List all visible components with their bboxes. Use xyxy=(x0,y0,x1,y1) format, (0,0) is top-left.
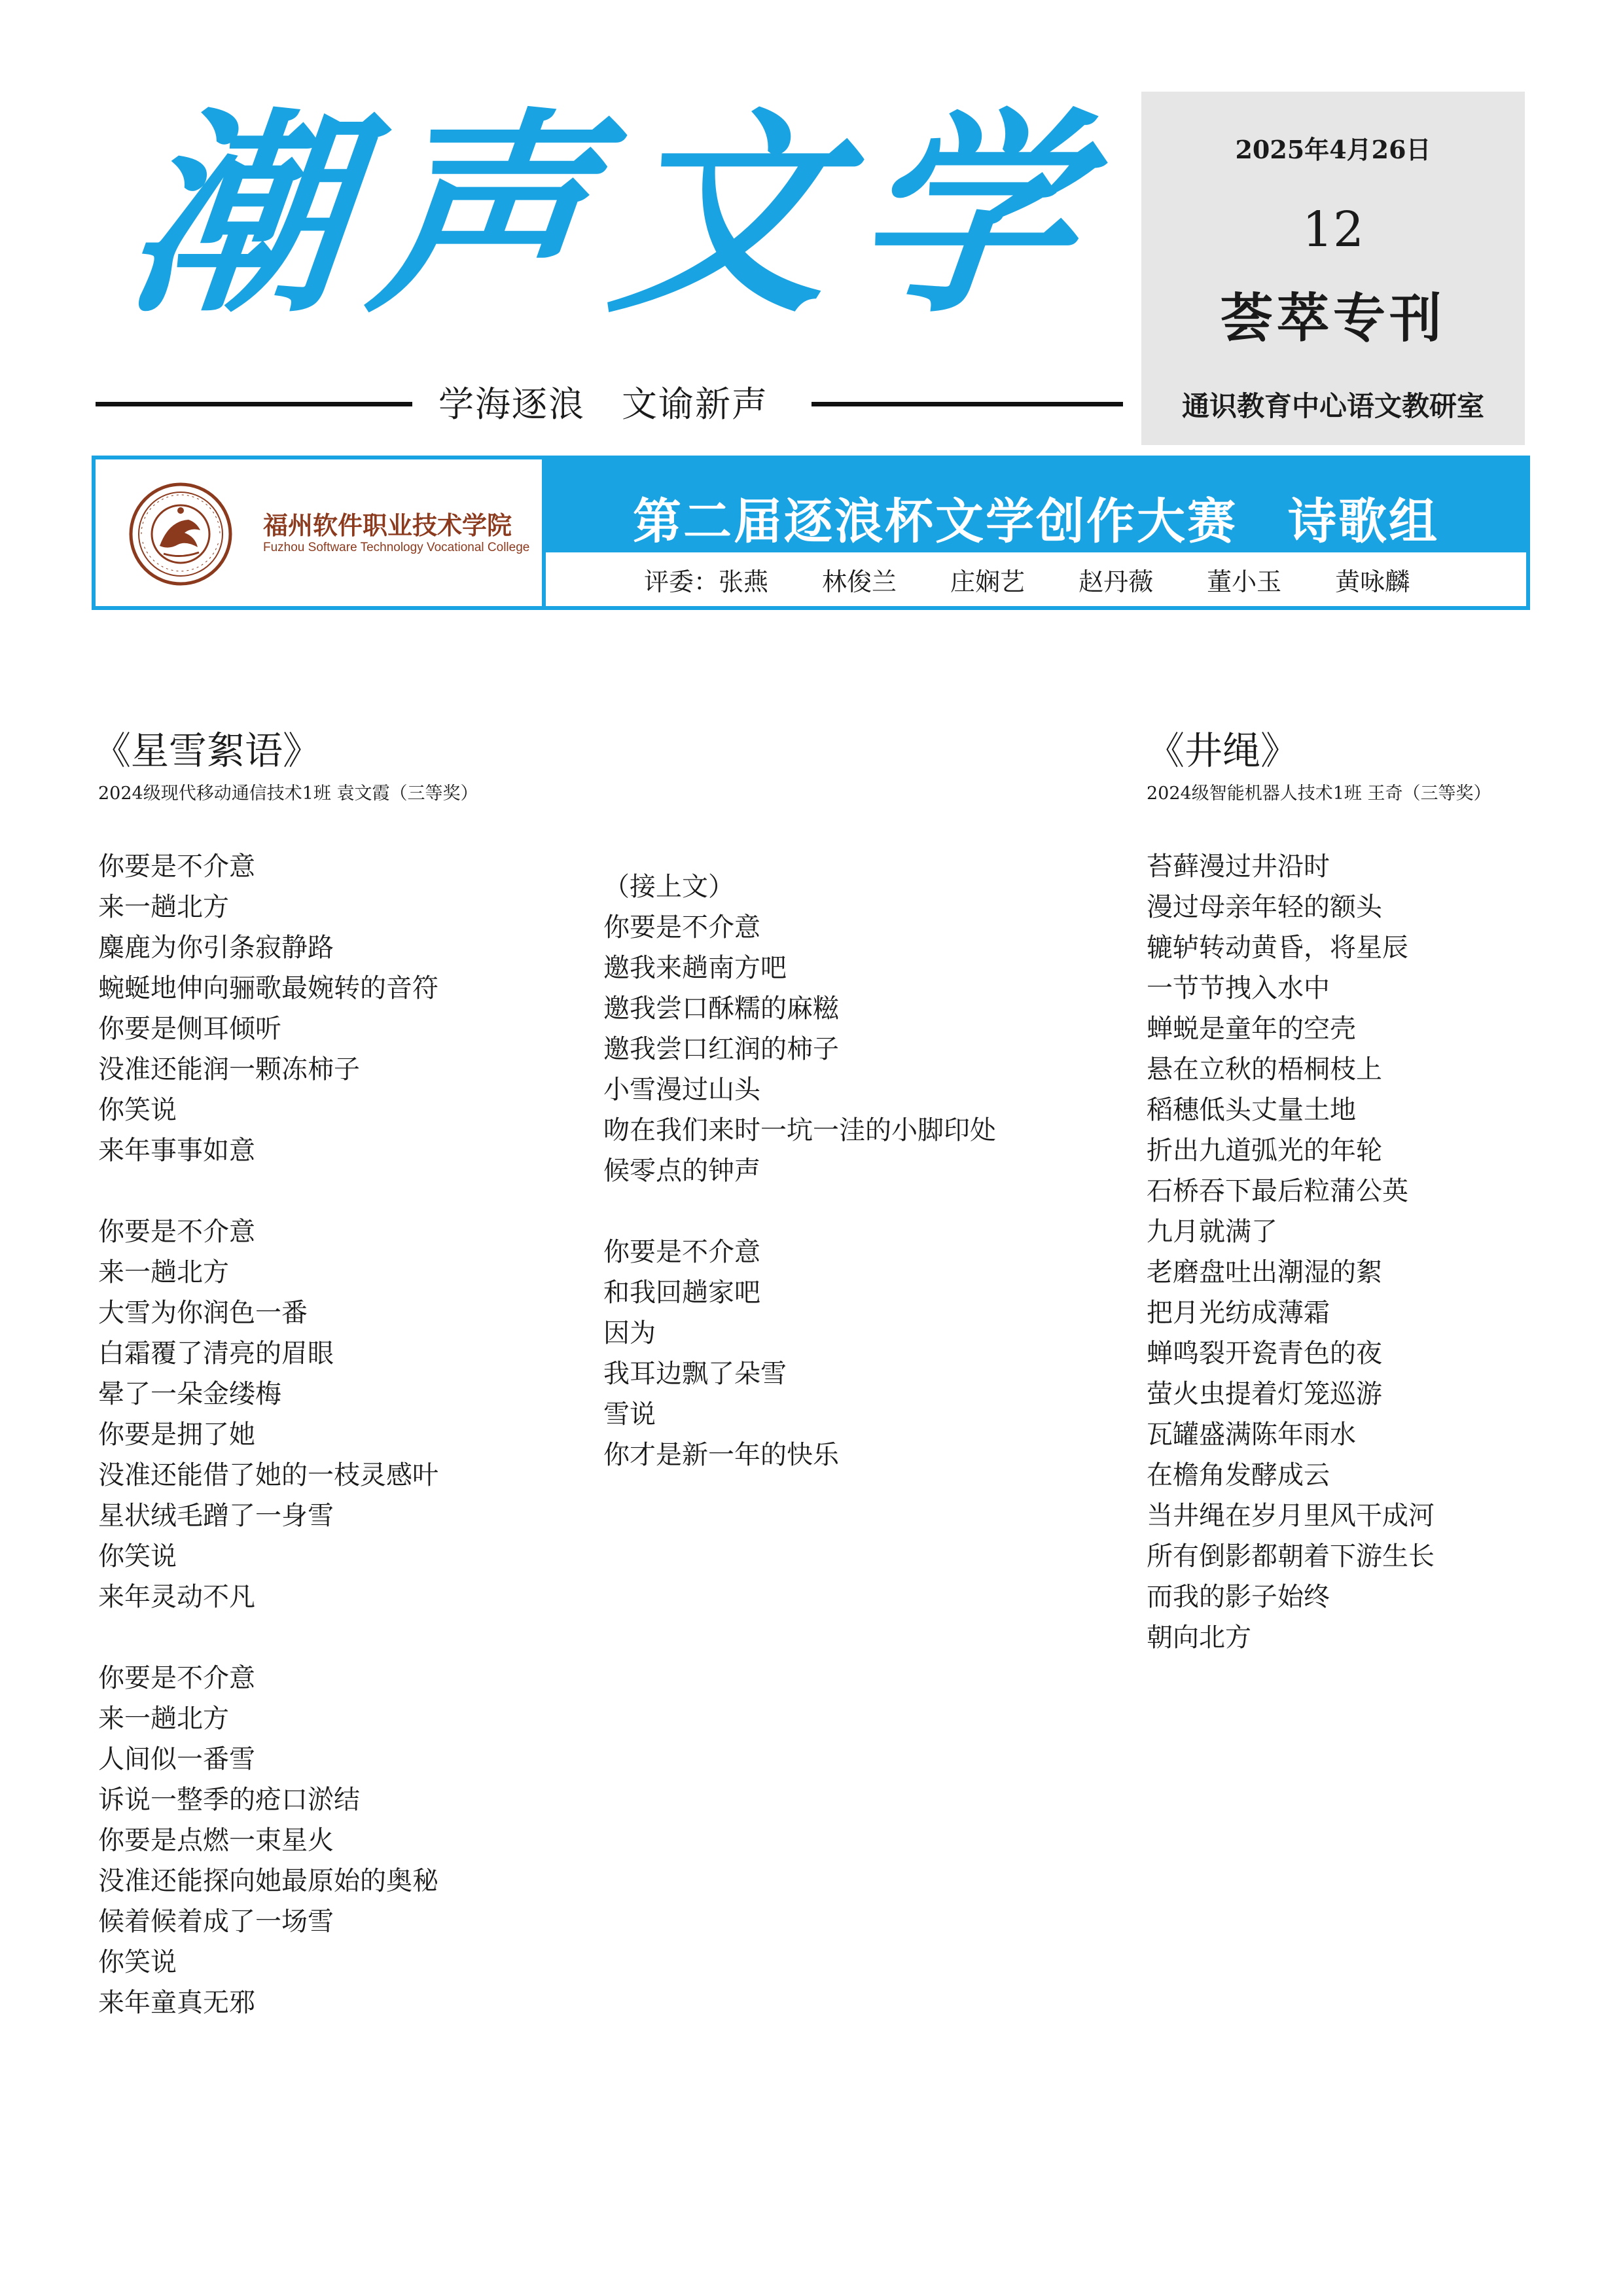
poem-line: 你要是不介意 xyxy=(98,1663,255,1693)
masthead-title xyxy=(117,79,1087,353)
issue-organization: 通识教育中心语文教研室 xyxy=(1181,390,1484,422)
judges-label: 评委： xyxy=(644,567,719,596)
contest-title: 第二届逐浪杯文学创作大赛 诗歌组 xyxy=(633,493,1439,550)
poem-line: 来一趟北方 xyxy=(98,1257,229,1287)
poem-line: 你要是侧耳倾听 xyxy=(98,1014,281,1044)
poem1-column-1 xyxy=(98,846,438,2023)
masthead-char-4: 学 xyxy=(844,90,1087,342)
school-emblem-icon xyxy=(128,482,233,586)
issue-name: 荟萃专刊 xyxy=(1221,287,1446,349)
poem-line: 星状绒毛蹭了一身雪 xyxy=(98,1501,334,1531)
poem-line: 晕了一朵金缕梅 xyxy=(98,1379,281,1409)
poem-line: 一节节拽入水中 xyxy=(1147,973,1330,1003)
poem-line: 你要是不介意 xyxy=(98,852,255,882)
poem-line: 把月光纺成薄霜 xyxy=(1147,1298,1330,1328)
poem-line: 朝向北方 xyxy=(1147,1623,1251,1653)
poem-line: 所有倒影都朝着下游生长 xyxy=(1147,1541,1435,1571)
slogan: 学海逐浪 文谕新声 xyxy=(438,384,768,425)
judges-row xyxy=(546,552,1526,606)
poem-line: 你要是拥了她 xyxy=(98,1420,255,1450)
poem-line: 来年童真无邪 xyxy=(98,1988,255,2018)
masthead-char-3: 文 xyxy=(601,90,845,342)
poem2-byline: 2024级智能机器人技术1班 王奇（三等奖） xyxy=(1147,783,1491,804)
poem-line: 大雪为你润色一番 xyxy=(98,1298,308,1328)
poem-line: 我耳边飘了朵雪 xyxy=(603,1359,787,1389)
poem-line: 蜿蜒地伸向骊歌最婉转的音符 xyxy=(98,973,438,1003)
poem-line: 你要是不介意 xyxy=(603,912,760,942)
poem1-column-2 xyxy=(603,867,996,1475)
poem-line: 因为 xyxy=(603,1318,656,1348)
masthead-char-1: 潮 xyxy=(117,90,361,342)
poem-line: 石桥吞下最后粒蒲公英 xyxy=(1147,1176,1408,1206)
poem-line: 诉说一整季的疮口淤结 xyxy=(98,1785,360,1815)
judge-name: 张燕 xyxy=(719,567,769,596)
masthead-char-2: 声 xyxy=(359,90,603,342)
poem-line: 吻在我们来时一坑一洼的小脚印处 xyxy=(603,1115,996,1145)
poem-line: 你要是点燃一束星火 xyxy=(98,1825,334,1856)
school-name-en: Fuzhou Software Technology Vocational College xyxy=(263,541,530,554)
slogan-rule-left xyxy=(96,402,412,406)
banner-header xyxy=(546,459,1526,552)
issue-date: 2025年4月26日 xyxy=(1235,135,1431,164)
poem-line: 和我回趟家吧 xyxy=(603,1278,760,1308)
poem-line: 邀我来趟南方吧 xyxy=(603,953,787,983)
poem-line: 稻穗低头丈量土地 xyxy=(1147,1095,1356,1125)
poem1-title: 《星雪絮语》 xyxy=(93,728,321,773)
judge-name: 黄咏麟 xyxy=(1335,567,1410,596)
poem-line: 邀我尝口酥糯的麻糍 xyxy=(603,994,839,1024)
poem-line: 你笑说 xyxy=(98,1947,177,1977)
poem-line: 雪说 xyxy=(603,1399,656,1429)
poem-line: 候着候着成了一场雪 xyxy=(98,1907,334,1937)
poem2-body xyxy=(1147,846,1435,1658)
poem-line: 来年事事如意 xyxy=(98,1136,255,1166)
poem2-title: 《井绳》 xyxy=(1147,728,1299,773)
poem-line: 没准还能润一颗冻柿子 xyxy=(98,1054,360,1085)
poem-line: 你要是不介意 xyxy=(98,1217,255,1247)
school-name-cn: 福州软件职业技术学院 xyxy=(263,511,512,540)
issue-number: 12 xyxy=(1302,202,1364,258)
poem1-byline: 2024级现代移动通信技术1班 袁文霞（三等奖） xyxy=(98,783,478,804)
poem-line: 瓦罐盛满陈年雨水 xyxy=(1147,1420,1356,1450)
poem-line: 人间似一番雪 xyxy=(98,1744,255,1774)
poem-line: 在檐角发酵成云 xyxy=(1147,1460,1330,1490)
judge-name: 林俊兰 xyxy=(822,567,897,596)
continued-note: （接上文） xyxy=(603,872,734,902)
stanza-gap xyxy=(98,1617,438,1658)
poem-line: 你要是不介意 xyxy=(603,1237,760,1267)
poem-line: 来一趟北方 xyxy=(98,1704,229,1734)
poem-line: 蝉鸣裂开瓷青色的夜 xyxy=(1147,1338,1382,1369)
stanza-gap xyxy=(98,1171,438,1211)
poem-line: 折出九道弧光的年轮 xyxy=(1147,1136,1382,1166)
poem-line: 萤火虫提着灯笼巡游 xyxy=(1147,1379,1382,1409)
judge-name: 庄娴艺 xyxy=(950,567,1026,596)
poem-line: 没准还能借了她的一枝灵感叶 xyxy=(98,1460,438,1490)
judge-name: 赵丹薇 xyxy=(1079,567,1154,596)
poem-line: 苔藓漫过井沿时 xyxy=(1147,852,1330,882)
slogan-rule-right xyxy=(812,402,1123,406)
poem-line: 悬在立秋的梧桐枝上 xyxy=(1147,1054,1382,1085)
judge-name: 董小玉 xyxy=(1207,567,1282,596)
school-logo-area xyxy=(96,459,546,606)
poem-line: 麋鹿为你引条寂静路 xyxy=(98,933,334,963)
poem-line: 来年灵动不凡 xyxy=(98,1582,255,1612)
poem-line: 蝉蜕是童年的空壳 xyxy=(1147,1014,1356,1044)
poem-line: 没准还能探向她最原始的奥秘 xyxy=(98,1866,438,1896)
poem-line: 白霜覆了清亮的眉眼 xyxy=(98,1338,334,1369)
poem-line: 老磨盘吐出潮湿的絮 xyxy=(1147,1257,1382,1287)
poem-line: 而我的影子始终 xyxy=(1147,1582,1330,1612)
poem-line: 你才是新一年的快乐 xyxy=(603,1440,839,1470)
poem-line: 候零点的钟声 xyxy=(603,1156,760,1186)
poem-line: 辘轳转动黄昏，将星辰 xyxy=(1147,933,1408,963)
poem-line: 九月就满了 xyxy=(1147,1217,1277,1247)
poem-line: 当井绳在岁月里风干成河 xyxy=(1147,1501,1435,1531)
poem-line: 漫过母亲年轻的额头 xyxy=(1147,892,1382,922)
poem-line: 来一趟北方 xyxy=(98,892,229,922)
poem-line: 你笑说 xyxy=(98,1541,177,1571)
contest-banner xyxy=(92,456,1530,610)
issue-info-box xyxy=(1141,92,1525,445)
stanza-gap xyxy=(603,1191,996,1232)
poem-line: 小雪漫过山头 xyxy=(603,1075,760,1105)
poem-line: 你笑说 xyxy=(98,1095,177,1125)
poem-line: 邀我尝口红润的柿子 xyxy=(603,1034,839,1064)
